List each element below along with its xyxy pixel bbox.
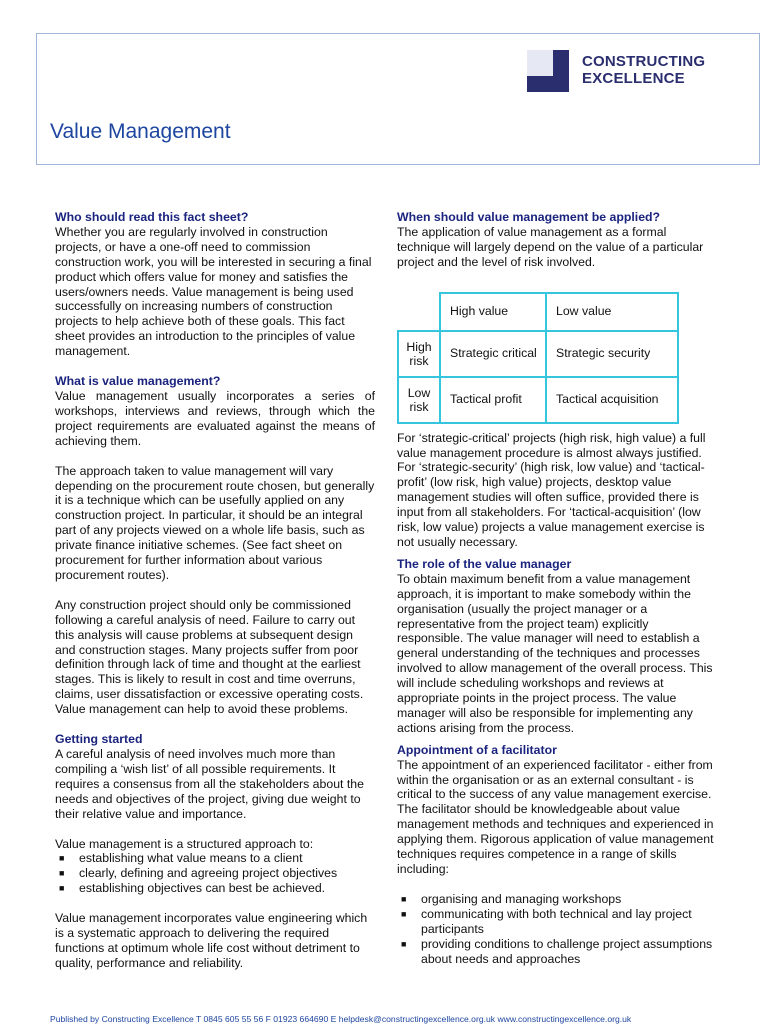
paragraph-getting-started-1: A careful analysis of need involves much more than compiling a ‘wish list’ of all possible requirements. It requires a consensus from all the stakeholders about the needs and objectives of the project, giving due weight to their relative value and importance. (55, 747, 364, 821)
matrix-header-high-value: High value (450, 304, 509, 319)
value-risk-matrix (397, 292, 679, 424)
bullet-icon: ■ (59, 853, 65, 864)
heading-appointment-facilitator: Appointment of a facilitator (397, 742, 557, 757)
page-title: Value Management (50, 120, 231, 143)
right-column (397, 210, 717, 966)
paragraph-getting-started-2: Value management is a structured approach to: (55, 836, 314, 851)
paragraph-what-is-vm-2: The approach taken to value management will vary depending on the procurement route chosen, but generally it is a technique which can be usefully applied on any construction project. In particular, it should be an integral part of any projects viewed on a whole life basis, such as private finance initiative schemes. (See fact sheet on procurement for further information about various procurement routes). (55, 463, 375, 582)
matrix-cell-tactical-profit: Tactical profit (450, 392, 522, 407)
left-column (55, 210, 375, 971)
header-panel (36, 33, 760, 165)
facilitator-skills-list (397, 892, 717, 967)
matrix-cell-strategic-critical: Strategic critical (450, 346, 537, 361)
heading-when-applied: When should value management be applied? (397, 210, 661, 224)
paragraph-what-is-vm-3: Any construction project should only be commissioned following a careful analysis of need. Failure to carry out this analysis will cause problems at subsequent design and construction stages. Many projects suffer from poor definition through lack of time and thought at the earliest stages. This is likely to result in cost and time overruns, claims, user dissatisfaction or excessive operating costs. Value management can help to avoid these problems. (55, 597, 364, 717)
list-item: ■ establishing what value means to a client (59, 851, 303, 866)
list-item: ■ communicating with both technical and lay project participants (401, 906, 692, 936)
constructing-excellence-logo-icon (527, 50, 569, 92)
matrix-cell-strategic-security: Strategic security (556, 346, 651, 361)
bullet-icon: ■ (401, 938, 407, 949)
logo-wordmark (582, 53, 705, 87)
list-item: ■ establishing objectives can best be achieved. (59, 881, 326, 896)
paragraph-matrix-explanation: For ‘strategic-critical’ projects (high risk, high value) a full value management procedure is almost always justified. For ‘strategic-security’ (high risk, low value) and ‘tactical-profit’ (low risk, high value) projects, desktop value management studies will often suffice, provided there is input from all stakeholders. For ‘tactical-acquisition’ (low risk, low value) projects a value management exercise is not usually necessary. (397, 430, 706, 549)
paragraph-value-engineering: Value management incorporates value engineering which is a systematic approach to delivering the required functions at optimum whole life cost without detriment to quality, performance and reliability. (55, 911, 368, 970)
structured-approach-list (55, 851, 375, 896)
bullet-icon: ■ (401, 908, 407, 919)
heading-role-of-value-manager: The role of the value manager (397, 556, 572, 571)
bullet-icon: ■ (59, 883, 65, 894)
heading-who-should-read: Who should read this fact sheet? (55, 210, 249, 224)
footer-contact-line: Published by Constructing Excellence T 0845 605 55 56 F 01923 664690 E helpdesk@constructingexcellence.org.uk www.constructingexcellence.org.uk (50, 1014, 632, 1024)
bullet-icon: ■ (59, 868, 65, 879)
logo-line-1: CONSTRUCTING (582, 53, 706, 70)
bullet-icon: ■ (401, 893, 407, 904)
matrix-row-label-high-risk: High risk (406, 339, 432, 368)
paragraph-role-of-value-manager: To obtain maximum benefit from a value management approach, it is important to make somebody within the organisation (usually the project manager or a representative from the project team) explicitly responsible. The value manager will need to establish a general understanding of the techniques and processes involved to allow management of the overall process. This will include scheduling workshops and reviews at appropriate points in the project process. The value manager will also be responsible for implementing any actions arising from the process. (397, 571, 713, 735)
paragraph-appointment-facilitator: The appointment of an experienced facilitator - either from within the organisation or as an external consultant - is critical to the success of any value management exercise. The facilitator should be knowledgeable about value management methods and techniques and experienced in applying them. Rigorous application of value management techniques requires competence in a range of skills including: (397, 757, 714, 876)
list-item: ■ providing conditions to challenge project assumptions about needs and approaches (401, 936, 713, 966)
list-item: ■ organising and managing workshops (401, 891, 622, 906)
matrix-row-label-low-risk: Low risk (407, 385, 431, 414)
matrix-cell-tactical-acquisition: Tactical acquisition (556, 392, 659, 407)
matrix-header-low-value: Low value (556, 304, 612, 319)
logo-line-2: EXCELLENCE (582, 70, 685, 87)
paragraph-who-should-read: Whether you are regularly involved in construction projects, or have a one-off need to commission construction work, you will be interested in securing a final product which offers value for money and satisfies the users/owners needs. Value management is being used successfully on increasing numbers of construction projects to help achieve both of these goals. This fact sheet provides an introduction to the principles of value management. (55, 224, 372, 359)
heading-what-is-vm: What is value management? (55, 374, 221, 389)
paragraph-what-is-vm-1: Value management usually incorporates a series of workshops, interviews and reviews, through which the project requirements are evaluated against the means of achieving them. (55, 388, 375, 448)
heading-getting-started: Getting started (55, 732, 143, 747)
paragraph-when-applied: The application of value management as a formal technique will largely depend on the value of a particular project and the level of risk involved. (397, 224, 704, 269)
list-item: ■ clearly, defining and agreeing project objectives (59, 866, 338, 881)
